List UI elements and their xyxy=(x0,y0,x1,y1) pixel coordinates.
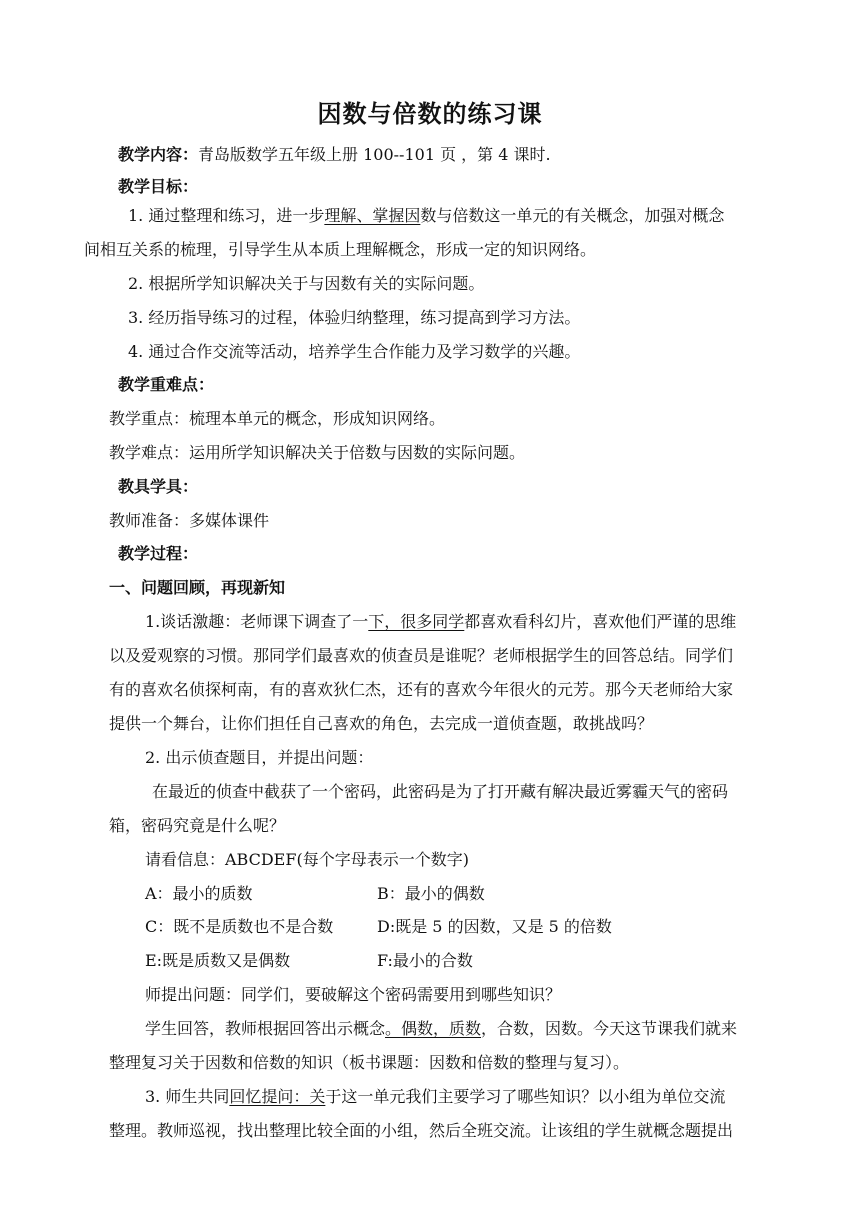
clue-info: 请看信息：ABCDEF(每个字母表示一个数字) xyxy=(145,850,469,869)
student-answer-line-2: 整理复习关于因数和倍数的知识（板书课题：因数和倍数的整理与复习）。 xyxy=(109,1053,630,1072)
step-3-line-2: 整理。教师巡视，找出整理比较全面的小组，然后全班交流。让该组的学生就概念题提出 xyxy=(109,1121,734,1140)
tools-heading: 教具学具： xyxy=(118,477,199,496)
goals-heading: 教学目标： xyxy=(118,177,199,196)
goal-3: 3. 经历指导练习的过程，体验归纳整理，练习提高到学习方法。 xyxy=(128,308,581,327)
clue-f: F:最小的合数 xyxy=(377,951,473,970)
clue-e: E:既是质数又是偶数 xyxy=(145,951,291,970)
step-1-line-2: 以及爱观察的习惯。那同学们最喜欢的侦查员是谁呢？老师根据学生的回答总结。同学们 xyxy=(109,646,734,665)
step-1-line-3: 有的喜欢名侦探柯南，有的喜欢狄仁杰，还有的喜欢今年很火的元芳。那今天老师给大家 xyxy=(109,680,734,699)
teaching-content-line xyxy=(118,145,551,165)
teacher-preparation: 教师准备：多媒体课件 xyxy=(109,511,270,530)
step-1-underlined: 下，很多同学 xyxy=(368,612,465,631)
teaching-focus: 教学重点：梳理本单元的概念，形成知识网络。 xyxy=(109,409,446,428)
teaching-difficulty: 教学难点：运用所学知识解决关于倍数与因数的实际问题。 xyxy=(109,443,526,462)
page-title: 因数与倍数的练习课 xyxy=(317,100,543,128)
goal-1-continued: 间相互关系的梳理，引导学生从本质上理解概念，形成一定的知识网络。 xyxy=(84,240,597,259)
teaching-content-text: 青岛版数学五年级上册 100--101 页 ，第 4 课时. xyxy=(198,145,551,164)
keypoints-heading: 教学重难点： xyxy=(118,375,215,394)
section-1-heading: 一、问题回顾，再现新知 xyxy=(109,578,286,597)
answer-text-b: ，合数，因数。今天这节课我们就来 xyxy=(481,1019,738,1038)
goal-1-text-a: 1. 通过整理和练习，进一步 xyxy=(128,206,325,225)
step-1-text-a: 1.谈话激趣：老师课下调查了一 xyxy=(145,612,369,631)
teacher-question: 师提出问题：同学们，要破解这个密码需要用到哪些知识？ xyxy=(145,985,562,1004)
teaching-content-label: 教学内容： xyxy=(118,145,199,164)
goal-4: 4. 通过合作交流等活动，培养学生合作能力及学习数学的兴趣。 xyxy=(128,342,581,361)
step-2-line-1: 在最近的侦查中截获了一个密码，此密码是为了打开藏有解决最近雾霾天气的密码 xyxy=(152,782,729,801)
step-3-underlined: 回忆提问：关 xyxy=(229,1087,326,1106)
clue-c: C：既不是质数也不是合数 xyxy=(145,917,334,936)
step-3-text-a: 3. 师生共同 xyxy=(145,1087,230,1106)
goal-1-underlined: 理解、掌握因 xyxy=(324,206,421,225)
answer-text-a: 学生回答，教师根据回答出示概念 xyxy=(145,1019,386,1038)
step-2: 2. 出示侦查题目，并提出问题： xyxy=(145,748,374,767)
goal-2: 2. 根据所学知识解决关于与因数有关的实际问题。 xyxy=(128,274,485,293)
step-1-line-4: 提供一个舞台，让你们担任自己喜欢的角色，去完成一道侦查题，敢挑战吗？ xyxy=(109,714,654,733)
goal-1 xyxy=(128,206,724,226)
goal-1-text-b: 数与倍数这一单元的有关概念，加强对概念 xyxy=(420,206,725,225)
answer-underlined: 。偶数，质数 xyxy=(385,1019,482,1038)
step-3-line-1 xyxy=(145,1087,725,1107)
clue-a: A：最小的质数 xyxy=(145,884,253,903)
student-answer-line-1 xyxy=(145,1019,737,1039)
clue-d: D:既是 5 的因数，又是 5 的倍数 xyxy=(377,917,612,936)
step-2-line-2: 箱，密码究竟是什么呢？ xyxy=(109,816,286,835)
step-3-text-b: 于这一单元我们主要学习了哪些知识？以小组为单位交流 xyxy=(325,1087,726,1106)
process-heading: 教学过程： xyxy=(118,544,199,563)
step-1-text-b: 都喜欢看科幻片，喜欢他们严谨的思维 xyxy=(464,612,737,631)
step-1-line-1 xyxy=(145,612,736,632)
clue-b: B：最小的偶数 xyxy=(377,884,485,903)
